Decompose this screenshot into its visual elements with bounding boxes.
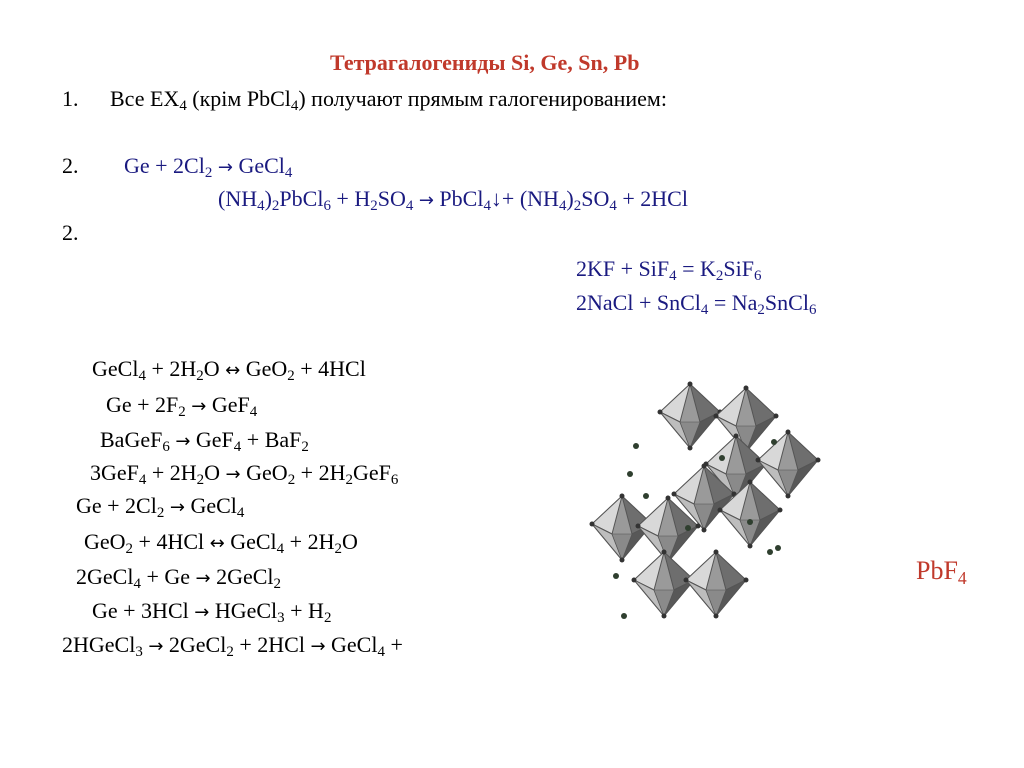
equation-na2sncl6: 2NaCl + SnCl$_4$ = $Na_2SnCl_6$ (576, 290, 817, 319)
item-1-text: Все $EX_4$ (крім PbCl$_4$) получают прямым галогенированием: (110, 86, 667, 115)
ge-reaction-8: Ge + 3HCl → HGeCl$_3$ + $H_2$ (92, 598, 332, 627)
ge-reaction-4: $3GeF_4 + 2H_2O \to GeO_2 + 2H_2GeF_6$ (90, 460, 399, 489)
ge-reaction-3: BaGeF$_6$ → GeF$_4$ + BaF$_2$ (100, 427, 309, 456)
ge-reaction-9: 2HGeCl$_3$ → 2GeCl$_2$ + 2HCl → GeCl$_4$ + (62, 632, 403, 661)
pbf4-label: PbF$_4$ (916, 556, 967, 588)
ge-reaction-1: GeCl$_4$ + $2H_2O$ ↔ GeO$_2$ + 4HCl (92, 356, 366, 385)
item-2-number: 2. (62, 153, 79, 178)
equation-k2sif6: $2KF + SiF_4 = K_2SiF_6$ (576, 256, 762, 285)
slide-title: Тетрагалогениды Si, Ge, Sn, Pb (330, 50, 640, 75)
equation-pbcl4: $(NH_4)_2PbCl_6 + H_2SO_4$ → PbCl$_4$↓+ $(NH_4)_2SO_4 + 2HCl$ (218, 186, 688, 215)
equation-ge-cl2: $Ge + 2Cl_2$ → GeCl$_4$ (124, 153, 293, 182)
ge-reaction-6: GeO$_2$ + 4HCl ↔ GeCl$_4$ + $2H_2O$ (84, 529, 358, 558)
item-1 (62, 86, 667, 115)
ge-reaction-7: 2GeCl$_4$ + Ge → 2GeCl$_2$ (76, 564, 282, 593)
item-3-number: 2. (62, 220, 79, 245)
ge-reaction-5: $Ge + 2Cl_2$ → GeCl$_4$ (76, 493, 245, 522)
item-1-number: 1. (62, 86, 79, 111)
crystal-structure-image (518, 340, 858, 660)
ge-reaction-2: $Ge + 2F_2 \to GeF_4$ (106, 392, 258, 421)
